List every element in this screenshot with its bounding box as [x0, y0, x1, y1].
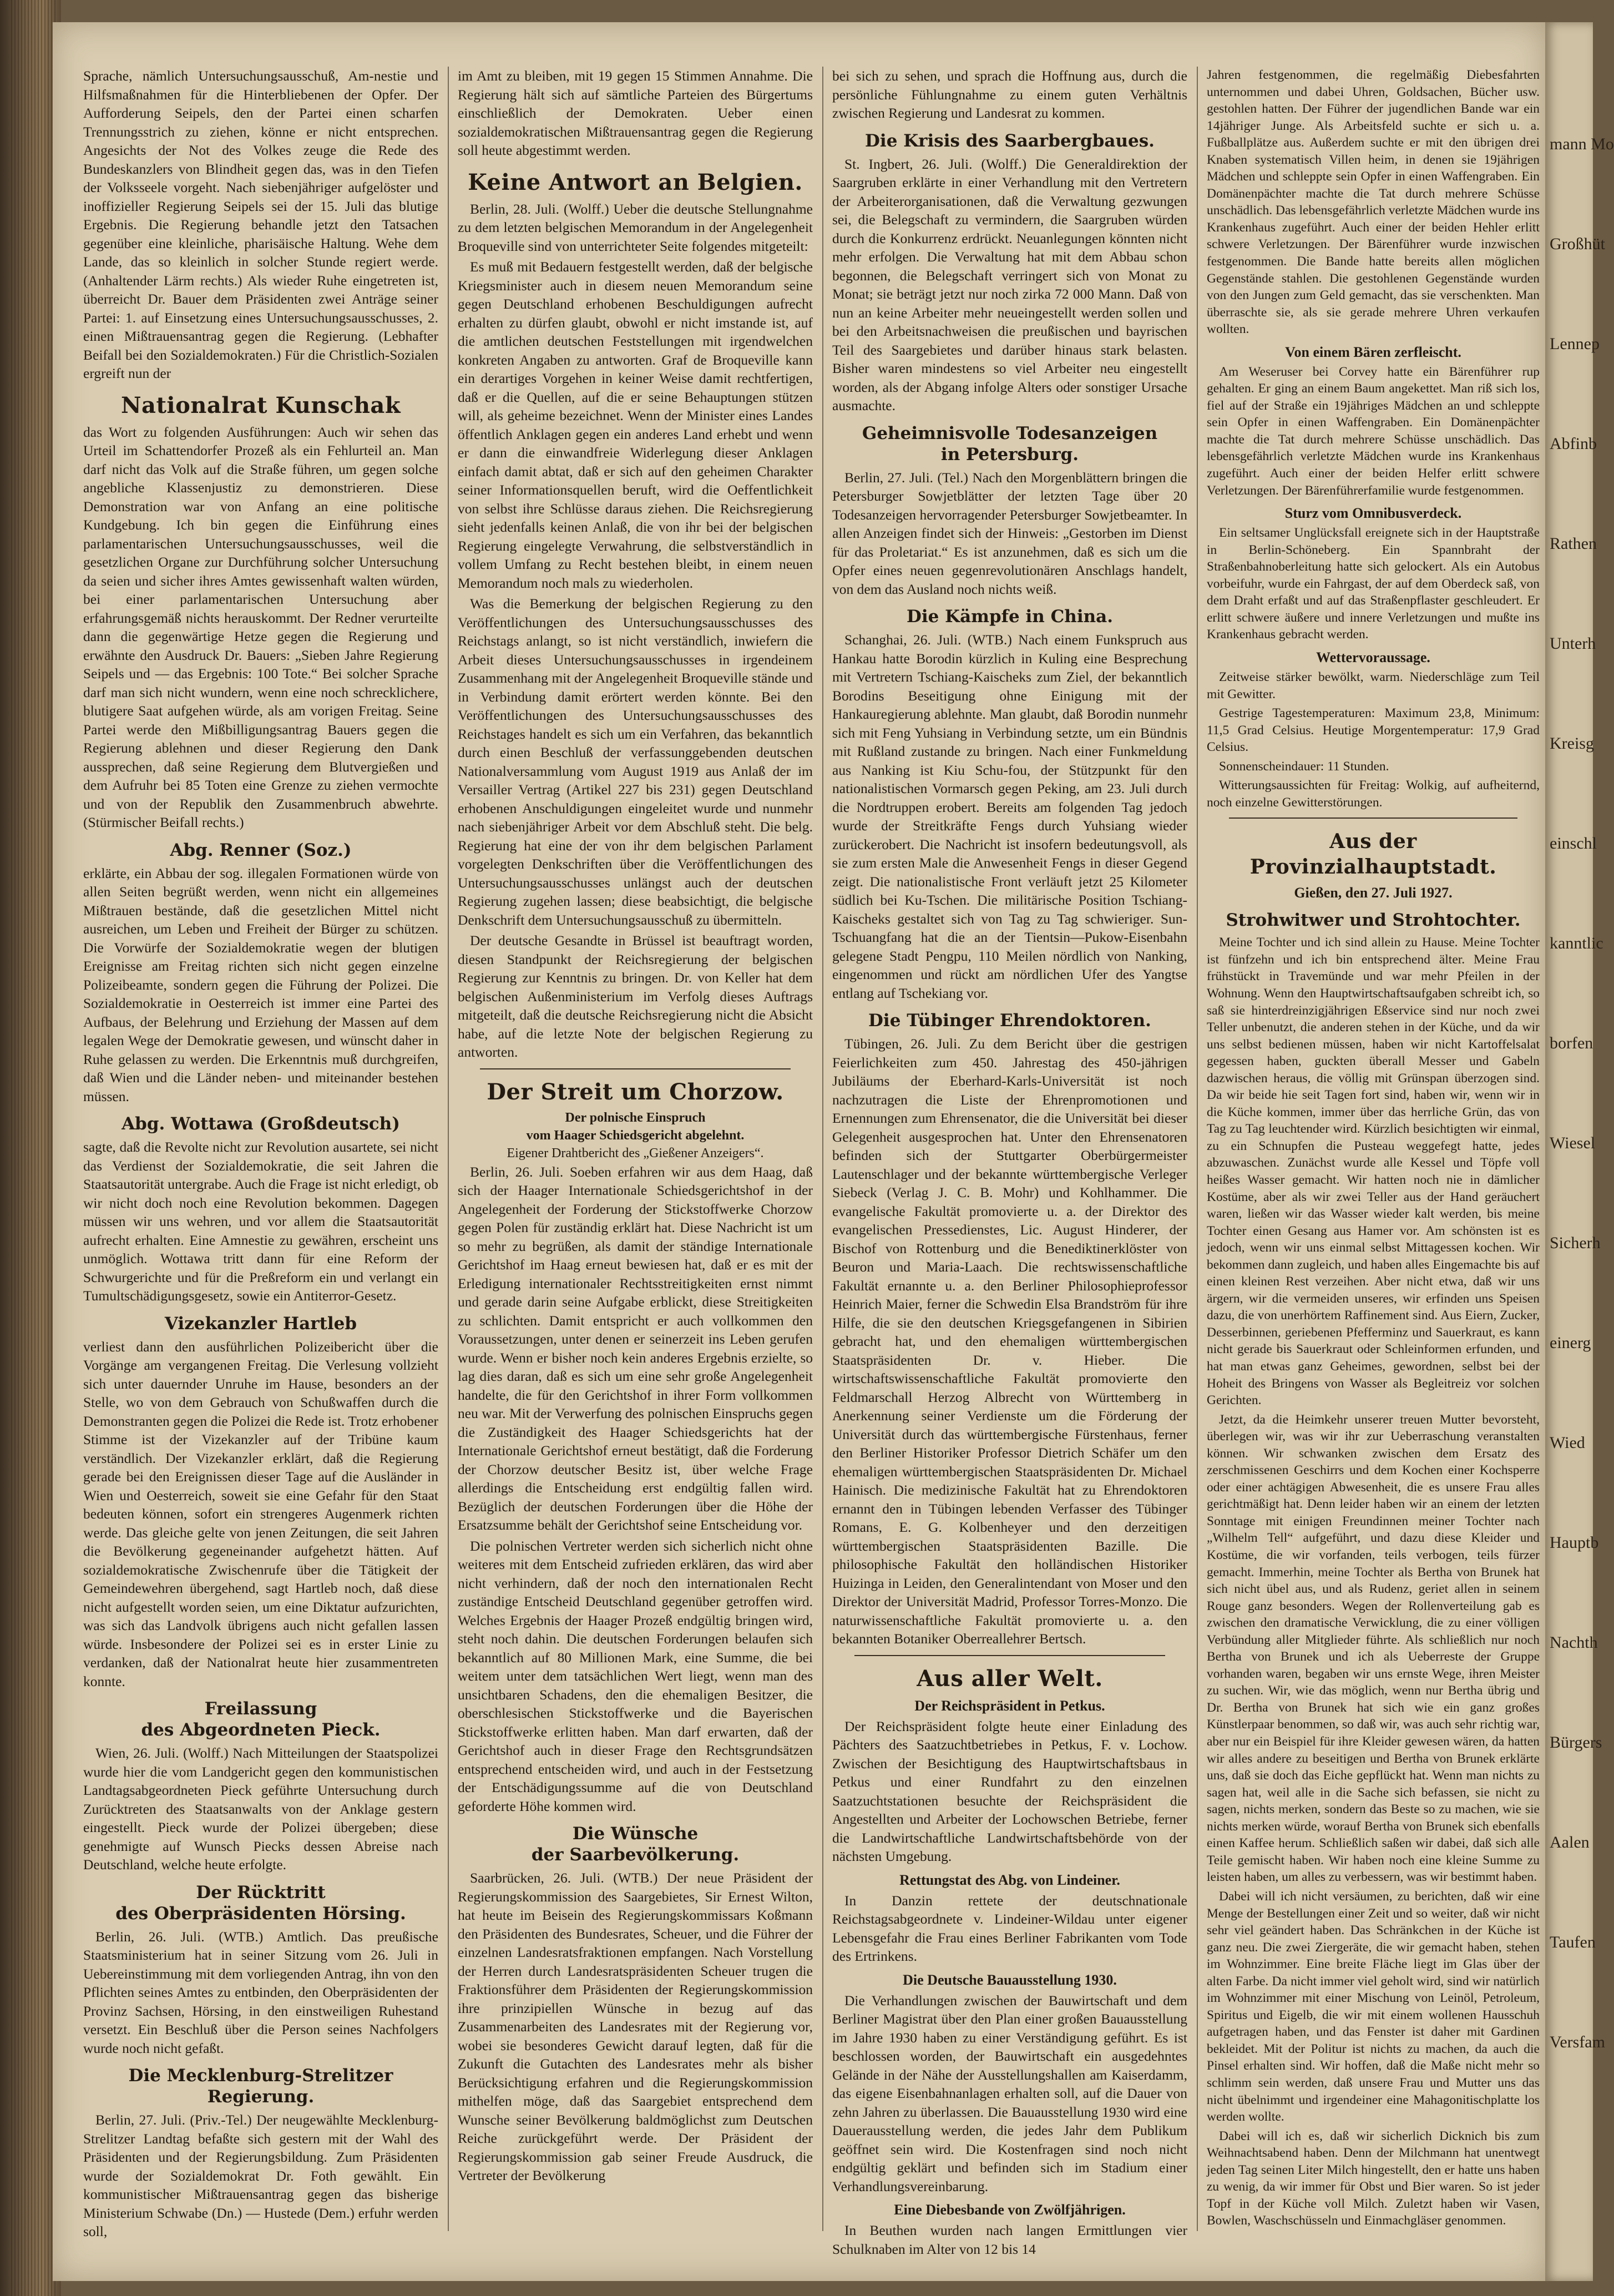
article-text: Wien, 26. Juli. (Wolff.) Nach Mitteilungen der Staatspolizei wurde hier die vom Landgericht gegen den kommunistischen Landtagsabgeordneten Pieck geführte Untersuchung durch Zurücktreten des Staatsanwalts von der Anklage gestern eingestellt. Pieck wurde der Polizei übergeben; diese genehmigte auf Wunsch Piecks dessen Abreise nach Deutschland, welche heute erfolgte. — [83, 1745, 438, 1873]
article-text: Berlin, 27. Juli. (Priv.-Tel.) Der neugewählte Mecklenburg-Strelitzer Landtag befaßte sich gestern mit der Wahl des Präsidenten und der Regierungsbildung. Zum Präsidenten wurde der Sozialdemokrat Dr. Foth gewählt. Ein kommunistischer Mißtrauensantrag gegen das bisherige Ministerium Schwabe (Dn.) — Hustede (Dem.) erfuhr werden soll, — [83, 2112, 438, 2239]
article-text: Der Reichspräsident folgte heute einer Einladung des Pächters des Saatzuchtbetriebes in Petkus, F. v. Lochow. Zwischen der Besichtigung des Hauptwirtschaftsbaus in Petkus und einer Rundfahrt zu den einzelnen Saatzuchtstationen besuchte der Reichspräsident die Angestellten und Arbeiter der Lochowschen Betriebe, ferner die Landwirtschaftliche Landwirtschaftsbehörde von der nächsten Umgebung. — [832, 1718, 1187, 1864]
article-text: Saarbrücken, 26. Juli. (WTB.) Der neue Präsident der Regierungskommission des Saargebietes, Sir Ernest Wilton, hat heute im Beisein des Regierungskommissars Koßmann den Präsidenten des Bundesrates, Scheuer, und die Führer der einzelnen Landesratsfraktionen empfangen. Nach Vorstellung der Herren durch Landesratspräsidenten Scheuer trugen die Fraktionsführer dem Präsidenten der Regierungskommission ihre prinzipiellen Wünsche in bezug auf das Zusammenarbeiten des Landesrates mit der Regierung vor, wobei sie besonderes Gewicht darauf legten, daß für die Zukunft die Gutachten des Landesrates mehr als bisher Berücksichtigung erfahren und die Regierungskommission mithelfen möge, daß das Saargebiet entsprechend dem Wunsche seiner Bevölkerung baldmöglichst zum Deutschen Reiche zurückgeführt werde. Der Präsident der Regierungskommission gab seiner Freude Ausdruck, die Vertreter der Bevölkerung — [458, 1870, 813, 2183]
divider-rule — [1229, 818, 1517, 819]
article-headline: Der Rücktritt — [196, 1882, 326, 1903]
article-headline: Keine Antwort an Belgien. — [468, 169, 803, 195]
article-headline: Die Tübinger Ehrendoktoren. — [868, 1011, 1151, 1031]
column-divider — [1197, 67, 1198, 2231]
adjacent-page-text: einschl — [1550, 834, 1597, 852]
adjacent-page-text: Abfinb — [1550, 435, 1597, 453]
article-subheading: vom Haager Schiedsgericht abgelehnt. — [526, 1128, 745, 1143]
weather-text: Sonnenscheindauer: 11 Stunden. — [1219, 759, 1389, 774]
article-text: Berlin, 26. Juli. Soeben erfahren wir aus dem Haag, daß sich der Haager Internationale Schiedsgerichtshof in der Angelegenheit der Forderung der Stickstoffwerke Chorzow gegen Polen für zuständig erklärt hat. Diese Nachricht ist um so mehr zu begrüßen, als damit der ständige Internationale Gerichtshof im Haag erneut bewiesen hat, daß er es mit der Erledigung internationaler Rechtsstreitigkeiten ernst nimmt und gerade darin seine Aufgabe erblickt, diese Streitigkeiten zu schlichten. Damit entspricht er auch vollkommen den Voraussetzungen, unter denen er seinerzeit ins Leben gerufen wurde. Wenn er bisher noch kein anderes Ergebnis erzielte, so lag dies daran, daß es sich um eine sehr große Angelegenheit handelte, die für den Gerichtshof in ihrer Form vollkommen neu war. Mit der Verwerfung des polnischen Einspruchs gegen die Zuständigkeit des Haager Schiedsgerichts hat der Internationale Gerichtshof erneut bestätigt, daß die Forderung der Chorzow deutscher Besitz ist, über welche Frage allerdings die Entscheidung erst endgültig fallen wird. Bezüglich der deutschen Forderungen über die Höhe der Ersatzsumme behält der Gerichtshof seine Entscheidung vor. — [458, 1163, 813, 1533]
article-headline: des Oberpräsidenten Hörsing. — [115, 1903, 406, 1924]
article-text: Die polnischen Vertreter werden sich sicherlich nicht ohne weiteres mit dem Entscheid zufrieden erklären, das wird aber nicht verhindern, daß der noch den internationalen Recht zuständige Entscheid Deutschland gegenüber getroffen wird. Welches Ergebnis der Haager Prozeß endgültig bringen wird, steht noch dahin. Die deutschen Forderungen belaufen sich bekanntlich auf 80 Millionen Mark, eine Summe, die bei weitem unter dem tatsächlichen Wert liegt, wenn man des unsichtbaren Schadens, den die ehemaligen Besitzer, die oberschlesischen Stickstoffwerke und die Bayerischen Stickstoffwerke erlitten haben. Man darf erwarten, daß der Gerichtshof auch in dieser Frage den Rechtsgrundsätzen entsprechend entscheiden wird, und auch in der Festsetzung der Entschädigungssumme auf die von Deutschland geforderte Höhe kommen wird. — [458, 1537, 813, 1814]
page-stack-lines — [11, 0, 55, 2296]
adjacent-page-text: kanntlic — [1550, 934, 1603, 952]
weather-text: Witterungsaussichten für Freitag: Wolkig, auf aufheiternd, noch einzelne Gewitterstörungen. — [1207, 778, 1540, 810]
adjacent-page-text: Sicherh — [1550, 1234, 1601, 1252]
article-headline: Regierung. — [207, 2087, 315, 2107]
column-divider — [822, 67, 823, 2231]
article-text: erklärte, ein Abbau der sog. illegalen Formationen würde von allen Seiten begrüßt werden, wenn nicht ein allgemeines Mißtrauen bestände, daß die gesetzlichen Mittel nicht ausreichen, um Leben und Freiheit der Bürger zu schützen. Die Vorwürfe der Sozialdemokratie wegen der blutigen Ereignisse am Freitag richten sich nicht gegen einzelne Polizeibeamte, sondern gegen die Führung der Polizei. Die Sozialdemokratie in Oesterreich ist immer eine Partei des Aufbaus, der Belehrung und Erziehung der Massen auf dem legalen Wege der Demokratie gewesen, und wünscht daher in Ruhe gelassen zu werden. Die Erkenntnis muß durchgreifen, daß Wien und die Länder neben- und miteinander bestehen müssen. — [83, 865, 438, 1104]
column-4 — [1207, 67, 1540, 2232]
article-subheading: Von einem Bären zerfleischt. — [1285, 344, 1461, 360]
article-text: das Wort zu folgenden Ausführungen: Auch wir sehen das Urteil im Schattendorfer Prozeß als ein Fehlurteil an. Man darf nicht das Volk auf die Straße führen, um gegen solche angebliche Klassenjustiz zu demonstrieren. Diese Demonstration war von Anfang an eine politische Kundgebung. Ich bin gegen die Einführung eines parlamentarischen Untersuchungsausschusses, weil die gesetzlichen Organe zur Durchführung solcher Untersuchung da seien und sicher ihres Amtes gewissenhaft walten würden, bei einer parlamentarischen Untersuchung aber erfahrungsgemäß nichts herauskommt. Der Redner verurteilte dann die gegenwärtige Hetze gegen die Regierung und erwähnte den Ausdruck Dr. Bauers: „Sieben Jahre Regierung Seipels und — das Ergebnis: 100 Tote.“ Bei solcher Sprache darf man sich nicht wundern, wenn eine noch schrecklichere, blutigere Saat aufgehen würde, als am vorigen Freitag. Seine Partei werde den Mißbilligungsantrag Bauers gegen die Regierung ablehnen und dieser Regierung den Dank aussprechen, daß seine Regierung dem Blutvergießen und dem Aufruhr bei 85 Toten eine Grenze zu ziehen vermochte und von der Republik den Zusammenbruch abwehrte. (Stürmischer Beifall rechts.) — [83, 423, 438, 830]
adjacent-page-text: Bürgers — [1550, 1733, 1602, 1752]
article-subheading: Der Reichspräsident in Petkus. — [914, 1697, 1105, 1714]
adjacent-page-text: mann Mo — [1550, 135, 1614, 153]
article-text: Was die Bemerkung der belgischen Regierung zu den Veröffentlichungen des Untersuchungsausschusses des Reichstags anlangt, so ist nicht verständlich, inwiefern die Arbeit dieses Untersuchungsausschusses in irgendeinem Zusammenhang mit der Angelegenheit Broqueville stände und in Verbindung damit erörtert werden könnte. Bei den Veröffentlichungen des Untersuchungsausschusses des Reichstages handelt es sich um ein Verfahren, das bekanntlich durch einen Beschluß der verfassunggebenden deutschen Nationalversammlung vom August 1919 aus Anlaß der im Versailler Vertrag (Artikel 227 bis 231) gegen Deutschland erhobenen Anschuldigungen eingeleitet wurde und nunmehr nach siebenjähriger Arbeit vor dem Abschluß steht. Die belg. Regierung hat eine der von ihr dem belgischen Parlament vorgelegten Denkschriften über die Veröffentlichungen des Untersuchungsausschusses unlängst auch der deutschen Regierung zugehen lassen; diese beabsichtigt, die belgische Denkschrift dem Untersuchungsausschuß zu übermitteln. — [458, 596, 813, 928]
article-text: Tübingen, 26. Juli. Zu dem Bericht über die gestrigen Feierlichkeiten zum 450. Jahrestag des 450-jährigen Jubiläums der Eberhard-Karls-Universität ist noch nachzutragen die Liste der Ehrenpromotionen und Ernennungen zum Ehrensenator, die die Universität bei dieser Gelegenheit ausgesprochen hat. Unter den Ehrensenatoren befinden sich der Stuttgarter Oberbürgermeister Lautenschlager und der bekannte württembergische Verleger Siebeck (Verlag J. C. B. Mohr) und Kohlhammer. Die evangelische Fakultät promovierte u. a. der Direktor des evangelischen Pressedienstes, Lic. August Hinderer, der Bischof von Rottenburg und die Benediktinerklöster von Beuron und Maria-Laach. Die rechtswissenschaftliche Fakultät ernannte u. a. den Berliner Philosophieprofessor Heinrich Maier, ferner die Schwedin Elsa Brandström für ihre Hilfe, die sie den deutschen Kriegsgefangenen in Sibirien gebracht hat, und den ehemaligen württembergischen Staatspräsidenten Dr. v. Hieber. Die wirtschaftswissenschaftliche Fakultät promovierte den Feldmarschall Herzog Albrecht von Württemberg in Anerkennung seiner Verdienste um die Förderung der Universität durch das württembergische Fürstenhaus, ferner den Berliner Historiker Professor Dietrich Schäfer um den ehemaligen württembergischen Staatspräsidenten Dr. Michael Hainisch. Die medizinische Fakultät hat zu Ehrendoktoren ernannt den in Tübingen lebenden Verfasser des Tübinger Romans, E. G. Kolbenheyer und den derzeitigen württembergischen Staatspräsidenten Bazille. Die philosophische Fakultät den holländischen Historiker Huizinga in Leiden, den Generalintendant von Moser und den Direktor der Universität Madrid, Professor Torres-Monzo. Die naturwissenschaftliche Fakultät promovierte u. a. den bekannten Botaniker Oberreallehrer Bertsch. — [832, 1036, 1187, 1647]
article-text: Die Verhandlungen zwischen der Bauwirtschaft und dem Berliner Magistrat über den Plan einer großen Bauausstellung im Jahre 1930 haben zu einer Verständigung geführt. Es ist beschlossen worden, der Bauwirtschaft ein ausgedehntes Gelände in der Nähe der Ausstellungshallen am Kaiserdamm, das eigene Eisenbahnanlagen erhalten soll, auf die Dauer von zehn Jahren zu überlassen. Die Bauausstellung 1930 wird eine Dauerausstellung werden, die jedes Jahr dem Publikum geöffnet sein wird. Die Kostenfragen sind noch nicht endgültig geklärt und befinden sich im Stadium einer Verhandlungsvereinbarung. — [832, 1992, 1187, 2194]
adjacent-page-text: einerg — [1550, 1334, 1591, 1352]
article-headline: Die Mecklenburg-Strelitzer — [128, 2066, 393, 2086]
section-heading: Aus der Provinzialhauptstadt. — [1249, 830, 1497, 879]
weather-text: Zeitweise stärker bewölkt, warm. Niederschläge zum Teil mit Gewitter. — [1207, 669, 1540, 702]
adjacent-page-text: Versfam — [1550, 2033, 1605, 2051]
adjacent-page-text: borfen — [1550, 1034, 1593, 1052]
adjacent-page-text: Wied — [1550, 1434, 1585, 1452]
article-headline: des Abgeordneten Pieck. — [141, 1720, 381, 1740]
adjacent-page-text: Großhüt — [1550, 235, 1605, 253]
column-3 — [832, 67, 1187, 2260]
article-subheading: Der polnische Einspruch — [565, 1110, 706, 1125]
column-1 — [83, 67, 438, 2243]
column-2 — [458, 67, 813, 2187]
article-text: Am Weseruser bei Corvey hatte ein Bärenführer rup gehalten. Er ging an einem Baum angekettet. Man riß sich los, fiel auf der Straße ein 19jähriges Mädchen an und schleppte sein Opfer in einen Waffengraben. Ein Domänenpächter machte die Tat durch mehrere Schüsse unschädlich. Das lebensgefährlich verletzte Mädchen wurde ins Krankenhaus zugeführt. Auch einer der beiden Helfer erlitt schwere Verletzungen. Der Bärenführerfamilie wurde festgenommen. — [1207, 364, 1540, 498]
book-binding-edge — [0, 0, 61, 2296]
article-text: Ein seltsamer Unglücksfall ereignete sich in der Hauptstraße in Berlin-Schöneberg. Ein Spannbraht der Straßenbahnoberleitung hatte sich gelockert. Als ein Autobus vorbeifuhr, wurde ein Fahrgast, der auf dem Oberdeck saß, von dem Draht erfaßt und auf das Straßenpflaster geschleudert. Er erlitt schwere äußere und innere Verletzungen und mußte ins Krankenhaus gebracht werden. — [1207, 526, 1540, 642]
article-headline: der Saarbevölkerung. — [531, 1845, 740, 1865]
article-subheading: Rettungstat des Abg. von Lindeiner. — [899, 1871, 1120, 1888]
article-headline: Die Krisis des Saarbergbaues. — [865, 130, 1155, 151]
article-text: sagte, daß die Revolte nicht zur Revolution ausartete, sei nicht das Verdienst der Sozialdemokratie, die seit Jahren die Staatsautorität untergrabe. Auch die Frage ist nicht erledigt, ob wir nicht doch noch eine Revolution bekommen. Dagegen müssen wir uns wehren, und vor allem die Staatsautorität aufrecht erhalten. Eine Amnestie zu gewähren, erscheint uns unmöglich. Wottawa tritt dann für eine Reform der Schwurgerichte und für die Preßreform ein und verlangt ein Tumultschädigungsgesetz, sowie ein Antiterror-Gesetz. — [83, 1139, 438, 1304]
section-heading: Vizekanzler Hartleb — [164, 1313, 357, 1334]
section-heading: Aus aller Welt. — [917, 1665, 1103, 1692]
article-headline: Der Streit um Chorzow. — [487, 1078, 784, 1105]
article-text: Jahren festgenommen, die regelmäßig Diebesfahrten unternommen und dabei Uhren, Goldsachen, Bücher usw. gestohlen hatten. Der Führer der jugendlichen Bande war ein 14jähriger Junge. Als Arbeitsfeld suchte er sich u. a. Fußballplätze aus. Außerdem suchte er mit den übrigen drei Knaben systematisch Villen heim, in denen sie 19jährigen Mädchen und schleppte sein Opfer in einen Waffengraben. Ein Domänenpächter machte die Tat durch mehrere Schüsse unschädlich. Das lebensgefährlich verletzte Mädchen wurde ins Krankenhaus zugeführt. Auch einer der beiden Hehler erlitt schwere Verletzungen. Der Bärenführer wurde inzwischen festgenommen. Die Bande hatte bereits allen möglichen Gegenstände stahlen. Die gestohlenen Gegenstände wurden von den Jungen zum Geld gemacht, das sie verschenkten. Man überraschte sie, als sie gerade mehrere Uhren verkaufen wollten. — [1207, 68, 1540, 337]
article-text: Dabei will ich nicht versäumen, zu berichten, daß wir eine Menge der Bestellungen einer Zeit und so weiter, daß wir nicht sehr viel geändert haben. Das Schränkchen in der Küche ist ganz neu. Die zwei Ziergeräte, die wir gemacht haben, stehen im Wohnzimmer. Eine breite Fläche liegt im Glas über der alten Farbe. Da nicht immer viel geholt wird, sind wir natürlich im Wohnzimmer mit einer Mischung von Leinöl, Petroleum, Spiritus und Eigelb, die wir mit einem wollenen Hausschuh aufgetragen haben, und das Fenster ist daher mit Gardinen bekleidet. Mit der Politur ist nichts zu machen, da auch die Pinsel erhalten sind. Wir hoffen, daß die Maße nicht mehr so schlimm sein werden, daß unsere Frau und Mutter uns das nicht übelnimmt und irgendeiner eine Mahagonitischplatte los werden wollte. — [1207, 1889, 1540, 2125]
article-text: Sprache, nämlich Untersuchungsausschuß, Am-nestie und Hilfsmaßnahmen für die Hinterbliebenen der Opfer. Der Aufforderung Seipels, den der Partei einen scharfen Trennungsstrich zu ziehen, könne er nicht entsprechen. Angesichts der Not des Volkes zeuge die Rede des Bundeskanzlers von Blindheit gegen das, was in den Tiefen der Volksseele vorgeht. Nach siebenjähriger aufgelöster und inoffizieller Regierung Seipels sei der 15. Juli das blutige Ergebnis. Die Regierung behandle jetzt den Tatsachen gegenüber eine kleinliche, pharisäische Haltung. Wehe dem Lande, das so kleinlich in solcher Stunde regiert werde. (Anhaltender Lärm rechts.) Als wieder Ruhe eingetreten ist, überreicht Dr. Bauer dem Präsidenten zwei Anträge seiner Partei: 1. auf Einsetzung eines Untersuchungsausschusses, 2. einen Mißtrauensantrag gegen die Regierung. (Lebhafter Beifall bei den Sozialdemokraten.) Für die Christlich-Sozialen ergreift nun der — [83, 68, 438, 381]
adjacent-page-text: Nachth — [1550, 1633, 1598, 1652]
article-text: Schanghai, 26. Juli. (WTB.) Nach einem Funkspruch aus Hankau hatte Borodin kürzlich in Kuling eine Besprechung mit Vertretern Tschiang-Kaischeks zum Ziel, der bekanntlich Borodins Beseitigung ohne Einigung mit der Hankauregierung ablehnte. Man glaubt, daß Borodin nunmehr sich mit Feng Yuhsiang in Verbindung setzte, um ein Bündnis mit Rußland zustande zu bringen. Nach einer Funkmeldung aus Nanking ist Kiu Schu-fou, der Stützpunkt für den nationalistischen Vormarsch gegen Peking, am 23. Juli durch die Nordtruppen erobert. Bereits am folgenden Tag jedoch wurde der Streitkräfte Fengs durch Yuhsiang wieder zurückerobert. Die Nachricht ist insofern bedeutungsvoll, als sie zum ersten Male die Anwesenheit Fengs in dieser Gegend zeigt. Die nationalistische Front verläuft jetzt 25 Kilometer südlich bei Ku-Tschen. Die militärische Position Tschiang-Kaischeks gestaltet sich von Tag zu Tag schwieriger. Sun-Tschuangfang hat die an der Tientsin—Pukow-Eisenbahn gelegene Stadt Pengpu, 110 Meilen nördlich von Nanking, eingenommen und rückt am nördlichen Ufer des Yangtse entlang auf Tschekiang vor. — [832, 632, 1187, 1001]
adjacent-page-text: Lennep — [1550, 335, 1600, 353]
article-text: St. Ingbert, 26. Juli. (Wolff.) Die Generaldirektion der Saargruben erklärte in einer Verhandlung mit den Vertretern der Arbeiterorganisationen, daß die Verwaltung gezwungen sei, die Belegschaft zu vermindern, die Saargruben würden durch die Konkurrenz erdrückt. Neuanlegungen könnten nicht mehr erfolgen. Die Verwaltung hat mit dem Abbau schon begonnen, die Belegschaft verringert sich von Monat zu Monat; sie beträgt jetzt nur noch zirka 72 000 Mann. Daß von nun an keine Arbeiter mehr neueingestellt werden sollen und bei den Arbeitsnachweisen die preußischen und bayrischen Teil des Saargebietes und darüber hinaus stark belasten. Bisher waren mindestens so viel Arbeiter neu eingestellt worden, als der Abgang infolge Alters oder sonstiger Ursache ausmachte. — [832, 155, 1187, 413]
column-divider — [448, 67, 449, 2231]
article-text: bei sich zu sehen, und sprach die Hoffnung aus, durch die persönliche Fühlungnahme zu einem guten Verhältnis zwischen Regierung und Landesrat zu kommen. — [832, 68, 1187, 121]
article-subheading: Wettervoraussage. — [1316, 649, 1430, 665]
adjacent-page-text: Aalen — [1550, 1833, 1590, 1851]
article-text: Der deutsche Gesandte in Brüssel ist beauftragt worden, diesen Standpunkt der Reichsregierung der belgischen Regierung zur Kenntnis zu bringen. Dr. von Keller hat dem belgischen Außenministerium im Verfolg dieses Auftrags mitgeteilt, daß die deutsche Reichsregierung nicht die Absicht habe, auf die letzte Note der belgischen Regierung zu antworten. — [458, 932, 813, 1060]
weather-text: Gestrige Tagestemperaturen: Maximum 23,8, Minimum: 11,5 Grad Celsius. Heutige Morgentemperatur: 17,9 Grad Celsius. — [1207, 706, 1540, 755]
adjacent-page-text: Kreisg — [1550, 734, 1594, 753]
divider-rule — [480, 1068, 791, 1069]
adjacent-page-fragment — [1545, 22, 1614, 2281]
adjacent-page-text: Hauptb — [1550, 1533, 1599, 1552]
article-text: Jetzt, da die Heimkehr unserer treuen Mutter bevorsteht, überlegen wir, was wir ihr zur Ueberraschung veranstalten können. Wir schwanken zwischen dem Ersatz des zerschmissenen Geschirrs und dem Kochen einer Kochsperre oder einer achtägigen Abwesenheit, die es unsere Frau alles gerichtmäßigt hat. Denn leider haben wir an einem der letzten Sonntage mit einigen Freundinnen meiner Tochter nach „Wilhelm Tell“ aufgeführt, und dazu diese Kleider und Kostüme, die wir vorfanden, teils verbogen, teils fürzer gemacht. Immerhin, meine Tochter als Bertha von Brunek hat sich nicht übel aus, und als Rudenz, geriet allen in seinem Rouge ganz besonders. Wegen der Rollenverteilung gab es zwischen den dramatische Verwicklung, die zu einer völligen Verbündung aller Mitglieder führte. Als schließlich nur noch Bertha von Brunek und ich als Ueberreste der Gruppe vorhanden waren, begaben wir uns ernste Wege, ihren Meister zu suchen. Wir, wie das möglich, wenn nur Bertha übrig und Dr. Bertha von Brunek hat sich wie ein ganz großes Künstlerpaar benommen, so daß wir, was auch sehr richtig war, aber nur ein Beispiel für ihre Kleider gewesen wären, da hatten wir alles andere zu beseitigen und Bertha von Brunek erklärte uns, daß sie doch das Eiche gepflückt hat. Wenn man nichts zu sagen hat, weil alle in die Sache sich befassen, sie nicht zu sagen, nichts merken, sondern das Beste so zu machen, wie sie nichts merken würde, worauf Bertha von Brunek sich ebenfalls einen Kaffee herum. Schließlich saßen wir dabei, daß sich alle Teile gemischt haben. Wir haben noch eine kleine Summe zu leisten haben, um alles zu verbessern, was wir bestimmt haben. — [1207, 1412, 1540, 1885]
article-text: Berlin, 28. Juli. (Wolff.) Ueber die deutsche Stellungnahme zu dem letzten belgischen Memorandum in der Angelegenheit Broqueville sind von unterrichteter Seite folgendes mitgeteilt: — [458, 200, 813, 254]
article-text: verliest dann den ausführlichen Polizeibericht über die Vorgänge am vergangenen Freitag. Die Verlesung vollzieht sich unter dauernder Unruhe im Hause, besonders an der Stelle, wo von dem Gebrauch von Schußwaffen durch die Demonstranten gegen die Polizei die Rede ist. Trotz erhobener Stimme ist der Vizekanzler auf der Tribüne kaum verständlich. Der Vizekanzler erklärt, daß die Regierung gerade bei den Ereignissen dieser Tage auf die Ausländer in Wien und Oesterreich, soweit sie eine Gefahr für den Staat bedeuten können, sofort ein strengeres Augenmerk richten werde. Das gleiche gelte von jenen Zeitungen, die seit Jahren die Bevölkerung gegeneinander aufgehetzt hätten. Auf sozialdemokratische Zwischenrufe über die Tätigkeit der Gemeindewehren übergehend, sagt Hartleb noch, daß diese nicht aufgestellt worden seien, um eine Diktatur aufzurichten, was sich das Landvolk übrigens auch nicht gefallen lassen würde. Insbesondere der Polizei sei es in erster Linie zu verdanken, daß der Nationalrat heute hier zusammentreten konnte. — [83, 1338, 438, 1689]
article-text: In Beuthen wurden nach langen Ermittlungen vier Schulknaben im Alter von 12 bis 14 — [832, 2222, 1187, 2257]
dateline: Gießen, den 27. Juli 1927. — [1294, 885, 1453, 901]
article-headline: Geheimnisvolle Todesanzeigen — [862, 423, 1158, 443]
article-text: Berlin, 27. Juli. (Tel.) Nach den Morgenblättern bringen die Petersburger Sowjetblätter der letzten Tage über 20 Todesanzeigen hervorragender Petersburger Sowjetbeamter. In allen Anzeigen findet sich der Hinweis: „Gestorben im Dienst für das Proletariat.“ Es ist anzunehmen, daß es sich um die Opfer eines neuen gegenrevolutionären Anschlags handelt, von dem das Ausland noch nichts weiß. — [832, 469, 1187, 597]
article-headline: Die Kämpfe in China. — [906, 607, 1114, 627]
adjacent-page-text: Unterh — [1550, 634, 1596, 653]
article-text: Dabei will ich es, daß wir sicherlich Dicknich bis zum Weihnachtsabend haben. Denn der Milchmann hat unentwegt jeden Tag seinen Liter Milch hingestellt, den er hatte uns haben zu wenig, da wir immer für Obst und Bier waren. So ist jeder Topf in der Küche voll Milch. Zuletzt haben wir Vasen, Bowlen, Waschschüsseln und Einmachgläser genommen. — [1207, 2128, 1540, 2228]
adjacent-page-text: Rathen — [1550, 534, 1597, 553]
newspaper-page — [53, 22, 1545, 2281]
section-heading: Abg. Renner (Soz.) — [170, 840, 352, 860]
section-heading: Abg. Wottawa (Großdeutsch) — [122, 1114, 400, 1134]
adjacent-page-text: Taufen — [1550, 1933, 1596, 1951]
article-headline: Strohwitwer und Strohtochter. — [1226, 910, 1521, 931]
article-subheading: Sturz vom Omnibusverdeck. — [1284, 505, 1462, 522]
article-subheading: Die Deutsche Bauausstellung 1930. — [903, 1971, 1117, 1988]
article-headline: Die Wünsche — [572, 1824, 699, 1844]
article-text: im Amt zu bleiben, mit 19 gegen 15 Stimmen Annahme. Die Regierung hält sich auf sämtliche Parteien des Bürgertums einschließlich der Demokraten. Ueber einen sozialdemokratischen Mißtrauensantrag gegen die Regierung soll heute abgestimmt werden. — [458, 68, 813, 158]
section-heading: Nationalrat Kunschak — [120, 392, 401, 418]
article-text: Meine Tochter und ich sind allein zu Hause. Meine Tochter ist fünfzehn und ich bin entsprechend älter. Meine Frau frühstückt in Travemünde und war mehr Pfeilen in der Wohnung. Wenn den Hauptwirtschaftsaufgaben schreibt ich, so saß sie hinterdreinzigjährigen Eßservice sind nur noch zwei Teller unbenutzt, die anderen stehen in der Küche, und da wir uns selbst bedienen müssen, haben wir nicht Kartoffelsalat gegessen haben, guckten überall Messer und Gabeln dazwischen heraus, die völlig mit Grünspan überzogen sind. Da wir beide hie seit Tagen fort sind, haben wir, wenn wir in die Küche kommen, immer über das herrliche Grün, das von Tag zu Tag leuchtender wird. Kürzlich besichtigten wir einmal, zu ein Schnupfen die Pusteau weggefegt hatte, jedes abzuwaschen. Zunächst wurde alle Kessel und Töpfe voll heißes Wasser gemacht. Wir hatten noch nie in dämlicher Kostüme, aber als wir zwei Teller aus der Hand geräuchert waren, ließen wir das Wasser wieder kalt werden, bis meine Tochter einen Gesang aus Hamer vor. Am schönsten ist es jedoch, wenn wir uns einmal selbst Mittagessen kochen. Wir bekommen dann zugleich, und haben alles Eingemachte bis auf einen kleinen Rest verzeihen. Aber nicht etwa, daß wir uns ärgern, wir die vermeiden unseres, wir erfinden uns Speisen dazu, die von unerhörtem Raffinement sind. Aus Eiern, Zucker, Desserbinnen, geriebenen Pfefferminz und Sauerkraut, es kann nicht gerade bis Sauerkraut oder Schleinformen erfunden, und hat man etwas ganz Geheimes, gewordnen, selbst bei der Hoheit des Bringens von Wasser als Begleitreiz vor solchen Gerichten. — [1207, 935, 1540, 1408]
article-headline: Freilassung — [204, 1699, 317, 1719]
article-text: Berlin, 26. Juli. (WTB.) Amtlich. Das preußische Staatsministerium hat in seiner Sitzung vom 26. Juli in Uebereinstimmung mit dem vorliegenden Antrag, ihn von den Pflichten seines Amtes zu entbinden, den Oberpräsidenten der Provinz Sachsen, Hörsing, in den einstweiligen Ruhestand versetzt. Ein Beschluß über die Person seines Nachfolgers wurde noch nicht gefaßt. — [83, 1928, 438, 2056]
article-text: In Danzin rettete der deutschnationale Reichstagsabgeordnete v. Lindeiner-Wildau unter eigener Lebensgefahr die Frau eines Berliner Fabrikanten vom Tode des Ertrinkens. — [832, 1892, 1187, 1964]
article-text: Es muß mit Bedauern festgestellt werden, daß der belgische Kriegsminister auch in diesem neuen Memorandum seine gegen Deutschland erhobenen Beschuldigungen aufrecht erhalten zu dürfen glaubt, obwohl er nicht imstande ist, auf die amtlichen deutschen Feststellungen mit irgendwelchen konkreten Angaben zu antworten. Graf de Broqueville kann ein derartiges Vorgehen in keiner Weise damit rechtfertigen, daß er die Quellen, auf die er seine Behauptungen stützen will, als geheime bezeichnet. Wenn der Minister eines Landes öffentlich Anklagen gegen ein anderes Land erhebt und wenn er dann die einwandfreie Widerlegung dieser Anklagen einfach damit abtat, daß er sich auf den geheimen Charakter seiner Informationsquellen beruft, wird die Oeffentlichkeit von selbst ihre Schlüsse daraus ziehen. Die Reichsregierung sieht jedenfalls keinen Anlaß, die von ihr bei der belgischen Regierung eingelegte Verwahrung, die selbstverständlich in vollem Umfang zu Recht bestehen bleibt, in einem neuen Memorandum noch mals zu wiederholen. — [458, 259, 813, 591]
article-headline: in Petersburg. — [940, 444, 1079, 465]
adjacent-page-text: Wiesel — [1550, 1134, 1596, 1152]
divider-rule — [854, 1655, 1165, 1656]
article-subheading: Eine Diebesbande von Zwölfjährigen. — [894, 2202, 1126, 2218]
byline: Eigener Drahtbericht des „Gießener Anzeigers“. — [507, 1146, 764, 1160]
